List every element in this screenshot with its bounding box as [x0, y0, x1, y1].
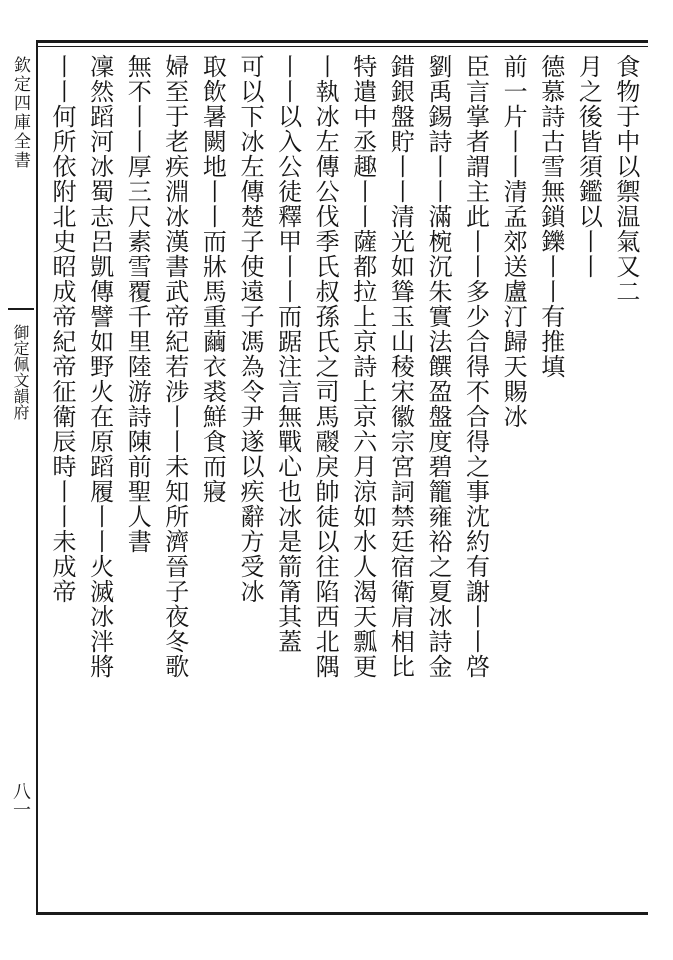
- text-column-13: 婦至于老疾淵冰漢書武帝紀若涉丨丨未知所濟晉子夜冬歌: [160, 54, 189, 679]
- page-frame-bottom-rule: [38, 912, 648, 915]
- margin-page-number: 八一: [10, 782, 31, 818]
- text-columns: [44, 54, 644, 909]
- text-column-1: 食物于中以禦温氣又二: [611, 54, 640, 304]
- margin-strip: [8, 46, 34, 912]
- text-column-5: 臣言掌者謂主此丨丨多少合得不合得之事沈約有謝丨丨啓: [461, 54, 490, 679]
- page-frame-left-rule: [36, 40, 38, 915]
- text-column-14: 無不丨丨厚三尺素雪覆千里陸游詩陳前聖人書: [123, 54, 152, 554]
- text-column-9: 丨執冰左傳公伐季氏叔孫氏之司馬鬷戾帥徒以往陷西北隅: [311, 54, 340, 679]
- text-column-6: 劉禹錫詩丨丨滿椀沉朱實法饌盈盤度碧籠雍裕之夏冰詩金: [423, 54, 452, 679]
- text-column-2: 月之後皆須鑑以丨丨: [574, 54, 603, 279]
- text-column-10: 丨丨以入公徒釋甲丨丨而踞注言無戰心也冰是箭筩其蓋: [273, 54, 302, 654]
- text-column-8: 特遣中丞趣丨丨薩都拉上京詩上京六月涼如水人渴天瓢更: [348, 54, 377, 679]
- text-column-11: 可以下冰左傳楚子使遠子馮為令尹遂以疾辭方受冰: [235, 54, 264, 604]
- text-column-12: 取飲暑闕地丨丨而牀馬重繭衣裘鮮食而寢: [198, 54, 227, 504]
- text-column-3: 德慕詩古雪無鎖鑠丨丨有推填: [536, 54, 565, 379]
- margin-book-title: 御定佩文韻府: [11, 324, 30, 420]
- margin-divider: [8, 308, 34, 310]
- margin-collection-title: 欽定四庫全書: [10, 56, 30, 170]
- text-column-15: 凜然蹈河冰蜀志呂凱傳譬如野火在原蹈履丨丨火滅冰泮將: [85, 54, 114, 679]
- text-column-7: 錯銀盤貯丨丨清光如聳玉山稜宋徽宗宮詞禁廷宿衛肩相比: [386, 54, 415, 679]
- text-column-16: 丨丨何所依附北史昭成帝紀帝征衛辰時丨丨未成帝: [48, 54, 76, 604]
- page-frame-top-rule: [38, 40, 648, 43]
- text-column-4: 前一片丨丨清孟郊送盧汀歸天賜冰: [499, 54, 528, 429]
- page-frame-inner-rule: [38, 46, 648, 47]
